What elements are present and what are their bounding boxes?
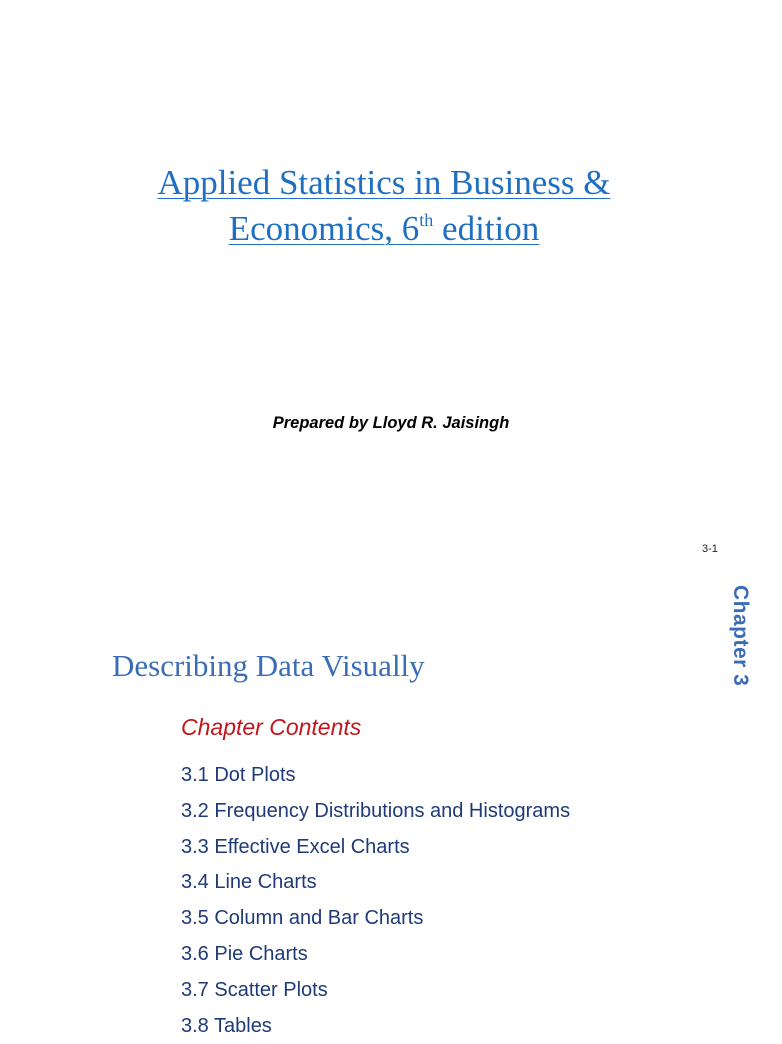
contents-heading: Chapter Contents [181,714,362,740]
contents-item: 3.5 Column and Bar Charts [181,907,424,930]
chapter-tab [728,585,758,705]
slide-number: 3-1 [702,543,718,555]
title-superscript: th [419,210,434,230]
book-title [0,160,768,252]
author-credit: Prepared by Lloyd R. Jaisingh [272,414,510,432]
contents-item: 3.6 Pie Charts [181,942,308,965]
chapter-label: Chapter 3 [729,585,752,687]
contents-item: 3.2 Frequency Distributions and Histograms [181,799,571,822]
contents-item: 3.1 Dot Plots [181,764,296,786]
title-line-2-prefix: Economics, 6 [228,209,420,248]
contents-list [181,758,570,1044]
contents-item: 3.8 Tables [181,1014,272,1037]
contents-item: 3.4 Line Charts [181,871,317,894]
contents-item: 3.3 Effective Excel Charts [181,835,410,858]
contents-item: 3.7 Scatter Plots [181,978,328,1001]
section-heading: Describing Data Visually [112,648,425,683]
title-line-2-suffix: edition [433,209,540,248]
title-link-line-1[interactable]: Applied Statistics in Business & [157,163,611,202]
title-link-line-2[interactable] [229,209,540,248]
